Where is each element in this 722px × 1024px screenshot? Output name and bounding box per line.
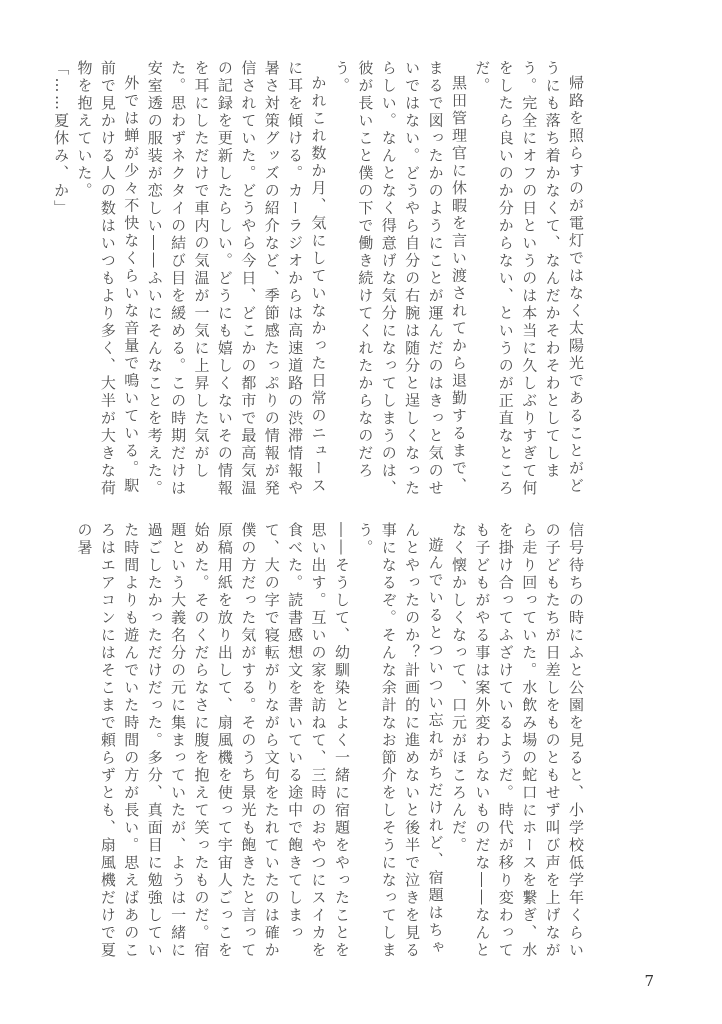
paragraph: 帰路を照らすのが電灯ではなく太陽光であることがどうにも落ち着かなくて、なんだかそわそわとしてしまう。完全にオフの日というのは本当に久しぶりすぎて何をしたら良いのか分からない、というのが正直なところだ。: [473, 60, 585, 498]
paragraph: 信号待ちの時にふと公園を見ると、小学校低学年くらいの子どもたちが日差しをものともせず叫び声を上げながら走り回っていた。水飲み場の蛇口にホースを繋ぎ、水を掛け合ってふざけているようだ。時代が移り変わっても子どもがやる事は案外変わらないものだな――なんとなく懐かしくなって、口元がほころんだ。: [449, 522, 585, 960]
paragraph: ――そうして、幼馴染とよく一緒に宿題をやったことを思い出す。互いの家を訪ねて、三時のおやつにスイカを食べた。読書感想文を書いている途中で飽きてしまって、大の字で寝転がりながら文句をたれていたのは確か僕の方だった気がする。そのうち景光も飽きたと言って原稿用紙を放り出して、扇風機を使って宇宙人ごっこを始めた。そのくだらなさに腹を抱えて笑ったものだ。宿題という大義名分の元に集まっていたが、ようは一緒に過ごしたかっただけだった。多分、真面目に勉強していた時間よりも遊んでいた時間の方が長い。思えばあのころはエアコンにはそこまで頼らずとも、扇風機だけで夏の暑: [75, 522, 351, 960]
paragraph: かれこれ数か月、気にしていなかった日常のニュースに耳を傾ける。カーラジオからは高速道路の渋滞情報や暑さ対策グッズの紹介など、季節感たっぷりの情報が発信されていた。どうやら今日、どこかの都市で最高気温の記録を更新したらしい。どうにも嬉しくないその情報を耳にしただけで車内の気温が一気に上昇した気がした。思わずネクタイの結び目を緩める。この時期だけは安室透の服装が恋しい――ふいにそんなことを考えた。: [145, 60, 328, 498]
paragraph: 黒田管理官に休暇を言い渡されてから退勤するまで、まるで図ったかのようにことが運んだのはきっと気のせいではない。どうやら自分の右腕は随分と逞しくなったらしい。なんとなく得意げな気分になってしまうのは、彼が長いこと僕の下で働き続けてくれたからなのだろう。: [332, 60, 468, 498]
text-block-top: [52, 60, 587, 502]
paragraph: 外では蝉が少々不快なくらいな音量で鳴いている。駅前で見かける人の数はいつもより多く、大半が大きな荷物を抱えていた。: [75, 60, 141, 498]
page-number: 7: [644, 972, 654, 990]
text-block-bottom: [75, 522, 587, 964]
paragraph: 「……夏休み、か」: [52, 60, 71, 218]
paragraph: 遊んでいるとついつい忘れがちだけれど、宿題はちゃんとやったのか？計画的に進めないと後半で泣きを見る事になるぞ。そんな余計なお節介をしそうになってしまう。: [356, 522, 445, 960]
